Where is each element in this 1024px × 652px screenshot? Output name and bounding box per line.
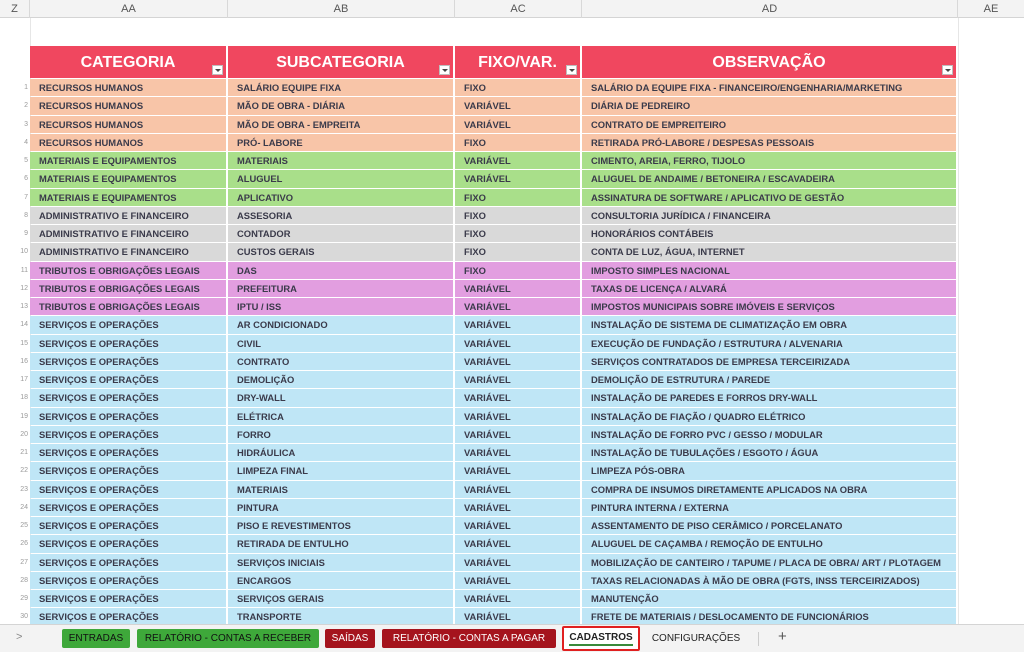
- cell-categoria[interactable]: MATERIAIS E EQUIPAMENTOS: [30, 170, 228, 187]
- cell-subcategoria[interactable]: MATERIAIS: [228, 152, 455, 169]
- column-header-bar: [0, 0, 1024, 18]
- cell-fixo-var[interactable]: VARIÁVEL: [455, 316, 582, 333]
- cell-categoria[interactable]: SERVIÇOS E OPERAÇÕES: [30, 353, 228, 370]
- table-row: [20, 572, 958, 590]
- cell-categoria[interactable]: RECURSOS HUMANOS: [30, 134, 228, 151]
- cell-fixo-var[interactable]: VARIÁVEL: [455, 335, 582, 352]
- table-row: [20, 335, 958, 353]
- tab-configuracoes[interactable]: CONFIGURAÇÕES: [651, 633, 741, 644]
- tab-cadastros[interactable]: [562, 626, 640, 651]
- row-number: 12: [20, 284, 28, 292]
- cell-categoria[interactable]: MATERIAIS E EQUIPAMENTOS: [30, 189, 228, 206]
- cell-observacao[interactable]: PINTURA INTERNA / EXTERNA: [582, 499, 958, 516]
- cell-observacao[interactable]: INSTALAÇÃO DE SISTEMA DE CLIMATIZAÇÃO EM OBRA: [582, 316, 958, 333]
- cell-fixo-var[interactable]: VARIÁVEL: [455, 554, 582, 571]
- row-number: 11: [20, 266, 28, 274]
- row-number: 1: [24, 84, 28, 91]
- cell-subcategoria[interactable]: PINTURA: [228, 499, 455, 516]
- table-row: [24, 134, 958, 152]
- cell-subcategoria[interactable]: CUSTOS GERAIS: [228, 243, 455, 260]
- cell-fixo-var[interactable]: VARIÁVEL: [455, 517, 582, 534]
- cell-fixo-var[interactable]: VARIÁVEL: [455, 97, 582, 114]
- cell-observacao[interactable]: SALÁRIO DA EQUIPE FIXA - FINANCEIRO/ENGENHARIA/MARKETING: [582, 79, 958, 96]
- cell-fixo-var[interactable]: VARIÁVEL: [455, 572, 582, 589]
- row-number: 16: [20, 357, 28, 365]
- cell-categoria[interactable]: SERVIÇOS E OPERAÇÕES: [30, 462, 228, 479]
- cell-observacao[interactable]: TAXAS RELACIONADAS À MÃO DE OBRA (FGTS, INSS TERCEIRIZADOS): [582, 572, 958, 589]
- cell-categoria[interactable]: SERVIÇOS E OPERAÇÕES: [30, 444, 228, 461]
- table-body: [20, 79, 958, 627]
- header-subcategoria: [228, 46, 455, 78]
- filter-dropdown-icon[interactable]: [212, 65, 223, 75]
- cell-categoria[interactable]: SERVIÇOS E OPERAÇÕES: [30, 517, 228, 534]
- row-number: 4: [24, 138, 28, 146]
- cell-categoria[interactable]: SERVIÇOS E OPERAÇÕES: [30, 481, 228, 498]
- table-row: [20, 243, 958, 261]
- row-number: 26: [20, 540, 28, 548]
- row-number: 8: [24, 211, 28, 219]
- cell-categoria[interactable]: ADMINISTRATIVO E FINANCEIRO: [30, 207, 228, 224]
- cell-subcategoria[interactable]: LIMPEZA FINAL: [228, 462, 455, 479]
- cell-observacao[interactable]: INSTALAÇÃO DE FORRO PVC / GESSO / MODULAR: [582, 426, 958, 443]
- column-header-ab[interactable]: AB: [228, 0, 455, 18]
- cell-subcategoria[interactable]: MATERIAIS: [228, 481, 455, 498]
- cell-fixo-var[interactable]: VARIÁVEL: [455, 298, 582, 315]
- table-row: [20, 316, 958, 334]
- cell-observacao[interactable]: ALUGUEL DE ANDAIME / BETONEIRA / ESCAVADEIRA: [582, 170, 958, 187]
- tab-label: CADASTROS: [569, 632, 632, 646]
- table-row: [20, 590, 958, 608]
- cell-observacao[interactable]: INSTALAÇÃO DE PAREDES E FORROS DRY-WALL: [582, 389, 958, 406]
- cell-subcategoria[interactable]: RETIRADA DE ENTULHO: [228, 535, 455, 552]
- cell-categoria[interactable]: SERVIÇOS E OPERAÇÕES: [30, 335, 228, 352]
- cell-observacao[interactable]: IMPOSTOS MUNICIPAIS SOBRE IMÓVEIS E SERVIÇOS: [582, 298, 958, 315]
- cell-categoria[interactable]: ADMINISTRATIVO E FINANCEIRO: [30, 243, 228, 260]
- cell-observacao[interactable]: CONTRATO DE EMPREITEIRO: [582, 116, 958, 133]
- table-row: [20, 499, 958, 517]
- cell-categoria[interactable]: TRIBUTOS E OBRIGAÇÕES LEGAIS: [30, 262, 228, 279]
- row-number: 14: [20, 321, 28, 329]
- table-row: [20, 262, 958, 280]
- row-number: 28: [20, 576, 28, 584]
- row-number: 23: [20, 485, 28, 493]
- row-number: 7: [24, 193, 28, 201]
- cell-fixo-var[interactable]: FIXO: [455, 243, 582, 260]
- cell-subcategoria[interactable]: PREFEITURA: [228, 280, 455, 297]
- table-row: [20, 371, 958, 389]
- cell-subcategoria[interactable]: DEMOLIÇÃO: [228, 371, 455, 388]
- cell-observacao[interactable]: DIÁRIA DE PEDREIRO: [582, 97, 958, 114]
- cell-observacao[interactable]: ASSENTAMENTO DE PISO CERÂMICO / PORCELANATO: [582, 517, 958, 534]
- header-observacao: [582, 46, 958, 78]
- table-row: [20, 408, 958, 426]
- cell-fixo-var[interactable]: FIXO: [455, 262, 582, 279]
- cell-observacao[interactable]: INSTALAÇÃO DE FIAÇÃO / QUADRO ELÉTRICO: [582, 408, 958, 425]
- cell-categoria[interactable]: MATERIAIS E EQUIPAMENTOS: [30, 152, 228, 169]
- column-header-ad[interactable]: AD: [582, 0, 958, 18]
- table-row: [24, 170, 958, 188]
- cell-subcategoria[interactable]: CONTRATO: [228, 353, 455, 370]
- cell-categoria[interactable]: SERVIÇOS E OPERAÇÕES: [30, 316, 228, 333]
- row-number: 15: [20, 339, 28, 347]
- cell-categoria[interactable]: RECURSOS HUMANOS: [30, 79, 228, 96]
- table-row: [20, 517, 958, 535]
- cell-observacao[interactable]: INSTALAÇÃO DE TUBULAÇÕES / ESGOTO / ÁGUA: [582, 444, 958, 461]
- cell-observacao[interactable]: MOBILIZAÇÃO DE CANTEIRO / TAPUME / PLACA DE OBRA/ ART / PLOTAGEM: [582, 554, 958, 571]
- row-number: 3: [24, 120, 28, 128]
- chevron-right-icon[interactable]: >: [16, 631, 23, 643]
- cell-observacao[interactable]: ALUGUEL DE CAÇAMBA / REMOÇÃO DE ENTULHO: [582, 535, 958, 552]
- cell-subcategoria[interactable]: ALUGUEL: [228, 170, 455, 187]
- row-number: 13: [20, 303, 28, 310]
- cell-fixo-var[interactable]: FIXO: [455, 207, 582, 224]
- table-row: [20, 353, 958, 371]
- gridline: [958, 18, 959, 624]
- cell-observacao[interactable]: FRETE DE MATERIAIS / DESLOCAMENTO DE FUNCIONÁRIOS: [582, 608, 958, 625]
- cell-subcategoria[interactable]: CONTADOR: [228, 225, 455, 242]
- cell-fixo-var[interactable]: VARIÁVEL: [455, 462, 582, 479]
- cell-fixo-var[interactable]: VARIÁVEL: [455, 499, 582, 516]
- row-number: 5: [24, 157, 28, 164]
- cell-subcategoria[interactable]: ENCARGOS: [228, 572, 455, 589]
- cell-subcategoria[interactable]: SERVIÇOS GERAIS: [228, 590, 455, 607]
- row-number: 19: [20, 412, 28, 420]
- cell-subcategoria[interactable]: MÃO DE OBRA - DIÁRIA: [228, 97, 455, 114]
- cell-categoria[interactable]: SERVIÇOS E OPERAÇÕES: [30, 590, 228, 607]
- header-label: SUBCATEGORIA: [276, 54, 405, 71]
- table-row: [24, 207, 958, 225]
- cell-categoria[interactable]: RECURSOS HUMANOS: [30, 97, 228, 114]
- cell-observacao[interactable]: CONSULTORIA JURÍDICA / FINANCEIRA: [582, 207, 958, 224]
- cell-subcategoria[interactable]: ASSESORIA: [228, 207, 455, 224]
- cell-fixo-var[interactable]: VARIÁVEL: [455, 152, 582, 169]
- tab-relatorio-contas-a-pagar[interactable]: RELATÓRIO - CONTAS A PAGAR: [382, 629, 556, 648]
- row-number: 29: [20, 595, 28, 602]
- row-number: 10: [20, 248, 28, 256]
- table-row: [20, 280, 958, 298]
- filter-dropdown-icon[interactable]: [942, 65, 953, 75]
- cell-categoria[interactable]: SERVIÇOS E OPERAÇÕES: [30, 389, 228, 406]
- cell-categoria[interactable]: TRIBUTOS E OBRIGAÇÕES LEGAIS: [30, 280, 228, 297]
- column-header-aa[interactable]: AA: [30, 0, 228, 18]
- cell-categoria[interactable]: SERVIÇOS E OPERAÇÕES: [30, 554, 228, 571]
- column-header-z[interactable]: Z: [0, 0, 30, 18]
- cell-subcategoria[interactable]: DAS: [228, 262, 455, 279]
- tab-relatorio-contas-a-receber[interactable]: RELATÓRIO - CONTAS A RECEBER: [137, 629, 319, 648]
- cell-observacao[interactable]: CIMENTO, AREIA, FERRO, TIJOLO: [582, 152, 958, 169]
- cell-observacao[interactable]: COMPRA DE INSUMOS DIRETAMENTE APLICADOS NA OBRA: [582, 481, 958, 498]
- filter-dropdown-icon[interactable]: [439, 65, 450, 75]
- cell-fixo-var[interactable]: VARIÁVEL: [455, 408, 582, 425]
- table-row: [20, 481, 958, 499]
- table-row: [20, 462, 958, 480]
- cell-fixo-var[interactable]: FIXO: [455, 79, 582, 96]
- cell-fixo-var[interactable]: VARIÁVEL: [455, 353, 582, 370]
- cell-categoria[interactable]: TRIBUTOS E OBRIGAÇÕES LEGAIS: [30, 298, 228, 315]
- table-row: [24, 79, 958, 97]
- cell-categoria[interactable]: SERVIÇOS E OPERAÇÕES: [30, 608, 228, 625]
- cell-fixo-var[interactable]: VARIÁVEL: [455, 481, 582, 498]
- column-header-ae[interactable]: AE: [983, 3, 999, 15]
- table-row: [20, 444, 958, 462]
- cell-fixo-var[interactable]: VARIÁVEL: [455, 590, 582, 607]
- column-header-ac[interactable]: AC: [455, 0, 582, 18]
- cell-fixo-var[interactable]: VARIÁVEL: [455, 389, 582, 406]
- cell-observacao[interactable]: SERVIÇOS CONTRATADOS DE EMPRESA TERCEIRIZADA: [582, 353, 958, 370]
- cell-fixo-var[interactable]: VARIÁVEL: [455, 535, 582, 552]
- cell-subcategoria[interactable]: IPTU / ISS: [228, 298, 455, 315]
- cell-subcategoria[interactable]: PRÓ- LABORE: [228, 134, 455, 151]
- table-row: [20, 554, 958, 572]
- header-categoria: [30, 46, 228, 78]
- table-row: [20, 426, 958, 444]
- row-number: 17: [20, 376, 28, 383]
- cell-fixo-var[interactable]: VARIÁVEL: [455, 426, 582, 443]
- cell-subcategoria[interactable]: ELÉTRICA: [228, 408, 455, 425]
- cell-fixo-var[interactable]: FIXO: [455, 225, 582, 242]
- table-row: [20, 298, 958, 316]
- cell-observacao[interactable]: LIMPEZA PÓS-OBRA: [582, 462, 958, 479]
- table-row: [24, 116, 958, 134]
- row-number: 27: [20, 558, 28, 566]
- cell-subcategoria[interactable]: TRANSPORTE: [228, 608, 455, 625]
- cell-subcategoria[interactable]: PISO E REVESTIMENTOS: [228, 517, 455, 534]
- cell-observacao[interactable]: MANUTENÇÃO: [582, 590, 958, 607]
- cell-subcategoria[interactable]: DRY-WALL: [228, 389, 455, 406]
- tab-separator: [758, 632, 759, 646]
- row-number: 2: [24, 102, 28, 110]
- cell-categoria[interactable]: ADMINISTRATIVO E FINANCEIRO: [30, 225, 228, 242]
- filter-dropdown-icon[interactable]: [566, 65, 577, 75]
- row-number: 25: [20, 522, 28, 529]
- table-row: [20, 389, 958, 407]
- cell-fixo-var[interactable]: VARIÁVEL: [455, 608, 582, 625]
- header-label: CATEGORIA: [80, 54, 176, 71]
- table-row: [20, 535, 958, 553]
- cell-subcategoria[interactable]: FORRO: [228, 426, 455, 443]
- cell-observacao[interactable]: CONTA DE LUZ, ÁGUA, INTERNET: [582, 243, 958, 260]
- sheet-tab-bar: [0, 624, 1024, 652]
- cell-subcategoria[interactable]: HIDRÁULICA: [228, 444, 455, 461]
- header-label: OBSERVAÇÃO: [712, 54, 826, 71]
- table-row: [24, 225, 958, 243]
- cell-observacao[interactable]: DEMOLIÇÃO DE ESTRUTURA / PAREDE: [582, 371, 958, 388]
- cell-subcategoria[interactable]: SALÁRIO EQUIPE FIXA: [228, 79, 455, 96]
- table-header-row: [30, 46, 958, 78]
- cell-categoria[interactable]: SERVIÇOS E OPERAÇÕES: [30, 371, 228, 388]
- cell-observacao[interactable]: EXECUÇÃO DE FUNDAÇÃO / ESTRUTURA / ALVENARIA: [582, 335, 958, 352]
- cell-subcategoria[interactable]: APLICATIVO: [228, 189, 455, 206]
- tab-entradas[interactable]: ENTRADAS: [62, 629, 130, 648]
- cell-categoria[interactable]: SERVIÇOS E OPERAÇÕES: [30, 572, 228, 589]
- cell-subcategoria[interactable]: MÃO DE OBRA - EMPREITA: [228, 116, 455, 133]
- table-row: [24, 189, 958, 207]
- table-row: [24, 97, 958, 115]
- add-sheet-icon[interactable]: +: [778, 628, 787, 645]
- header-label: FIXO/VAR.: [478, 54, 557, 71]
- tab-saidas[interactable]: SAÍDAS: [325, 629, 375, 648]
- row-number: 20: [20, 430, 28, 438]
- cell-fixo-var[interactable]: VARIÁVEL: [455, 444, 582, 461]
- cell-fixo-var[interactable]: VARIÁVEL: [455, 116, 582, 133]
- cell-observacao[interactable]: IMPOSTO SIMPLES NACIONAL: [582, 262, 958, 279]
- row-number: 30: [20, 613, 28, 621]
- cell-observacao[interactable]: RETIRADA PRÓ-LABORE / DESPESAS PESSOAIS: [582, 134, 958, 151]
- row-number: 24: [20, 503, 28, 511]
- row-number: 6: [24, 175, 28, 183]
- cell-fixo-var[interactable]: FIXO: [455, 189, 582, 206]
- row-number: 18: [20, 394, 28, 402]
- row-number: 21: [20, 449, 28, 456]
- cell-categoria[interactable]: SERVIÇOS E OPERAÇÕES: [30, 499, 228, 516]
- cell-categoria[interactable]: RECURSOS HUMANOS: [30, 116, 228, 133]
- cell-observacao[interactable]: ASSINATURA DE SOFTWARE / APLICATIVO DE GESTÃO: [582, 189, 958, 206]
- cell-subcategoria[interactable]: AR CONDICIONADO: [228, 316, 455, 333]
- cell-fixo-var[interactable]: VARIÁVEL: [455, 280, 582, 297]
- cell-observacao[interactable]: TAXAS DE LICENÇA / ALVARÁ: [582, 280, 958, 297]
- cell-fixo-var[interactable]: FIXO: [455, 134, 582, 151]
- cell-categoria[interactable]: SERVIÇOS E OPERAÇÕES: [30, 408, 228, 425]
- cell-fixo-var[interactable]: VARIÁVEL: [455, 170, 582, 187]
- cell-subcategoria[interactable]: CIVIL: [228, 335, 455, 352]
- row-number: 9: [24, 230, 28, 237]
- table-row: [24, 152, 958, 170]
- cell-categoria[interactable]: SERVIÇOS E OPERAÇÕES: [30, 426, 228, 443]
- cell-subcategoria[interactable]: SERVIÇOS INICIAIS: [228, 554, 455, 571]
- cell-fixo-var[interactable]: VARIÁVEL: [455, 371, 582, 388]
- cell-categoria[interactable]: SERVIÇOS E OPERAÇÕES: [30, 535, 228, 552]
- row-number: 22: [20, 467, 28, 475]
- cell-observacao[interactable]: HONORÁRIOS CONTÁBEIS: [582, 225, 958, 242]
- header-fixo-var: [455, 46, 582, 78]
